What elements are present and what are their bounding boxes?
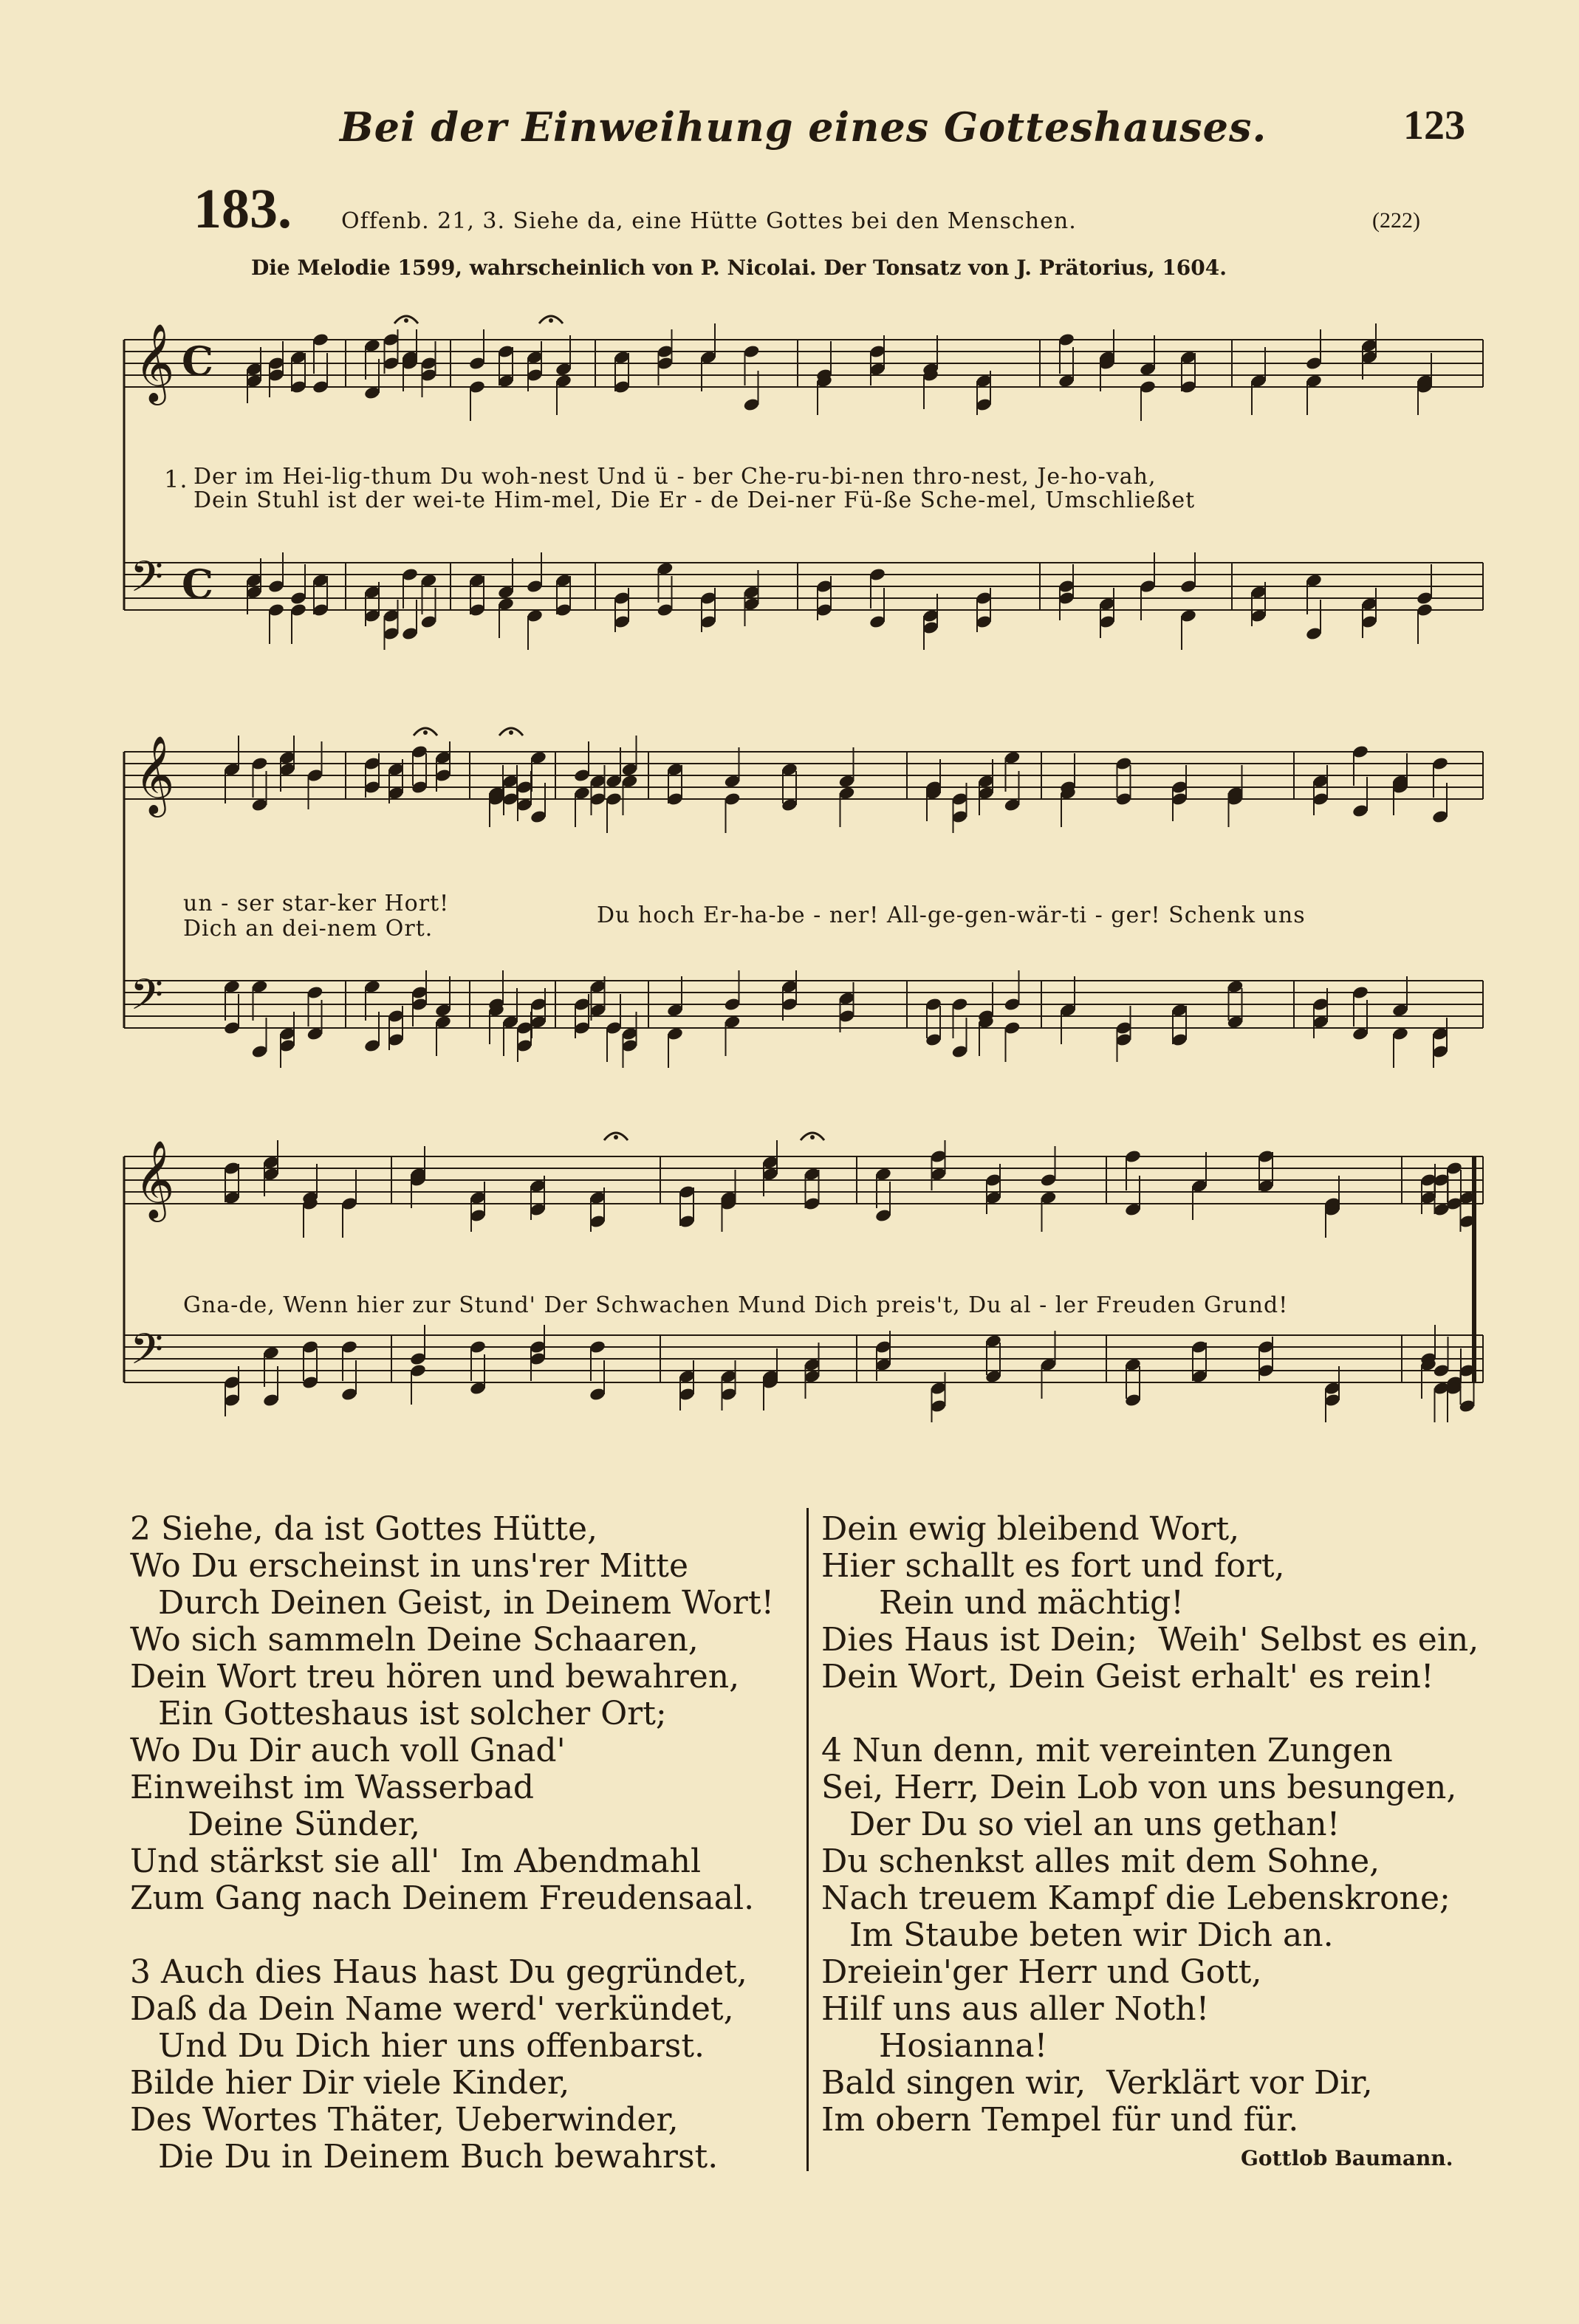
left-line: Und stärkst sie all' Im Abendmahl [130, 1843, 702, 1880]
right-line: Bald singen wir, Verklärt vor Dir, [821, 2064, 1373, 2102]
right-line: Sei, Herr, Dein Lob von uns besungen, [821, 1769, 1457, 1806]
treble-clef-icon: 𝄞 [134, 323, 175, 402]
system1-lyrics-line2: Dein Stuhl ist der wei-te Him-mel, Die Er - de Dei-ner Fü-ße Sche-mel, Umschließet [193, 487, 1196, 513]
system2-lyrics-line2: Dich an dei-nem Ort. [183, 916, 434, 942]
left-line: Des Wortes Thäter, Ueberwinder, [130, 2101, 679, 2139]
system2-lyrics-right: Du hoch Er-ha-be - ner! All-ge-gen-wär-ti - ger! Schenk uns [597, 902, 1306, 928]
right-line: Der Du so viel an uns gethan! [849, 1806, 1340, 1843]
left-line: Ein Gotteshaus ist solcher Ort; [158, 1695, 667, 1732]
left-line: Wo Du erscheinst in uns'rer Mitte [130, 1547, 689, 1585]
fermata-dot [509, 730, 513, 735]
right-line: 4 Nun denn, mit vereinten Zungen [821, 1732, 1393, 1769]
stanzas-left-column [130, 1511, 774, 2176]
hymn-cross-reference: (222) [1372, 208, 1420, 233]
left-line: Dein Wort treu hören und bewahren, [130, 1658, 740, 1696]
page-number: 123 [1403, 103, 1465, 148]
system3-lyrics: Gna-de, Wenn hier zur Stund' Der Schwachen Mund Dich preis't, Du al - ler Freuden Grund! [183, 1292, 1289, 1318]
right-line: Rein und mächtig! [879, 1584, 1184, 1622]
left-line: Bilde hier Dir viele Kinder, [130, 2064, 570, 2102]
right-line: Hosianna! [879, 2027, 1048, 2065]
left-line: Wo Du Dir auch voll Gnad' [130, 1732, 566, 1769]
left-line: Einweihst im Wasserbad [130, 1769, 535, 1806]
treble-clef-icon: 𝄞 [134, 1139, 175, 1218]
melody-credit: Die Melodie 1599, wahrscheinlich von P. Nicolai. Der Tonsatz von J. Prätorius, 1604. [251, 256, 1227, 280]
left-line: Und Du Dich hier uns offenbarst. [158, 2027, 705, 2065]
fermata-dot [614, 1135, 618, 1139]
left-line: 2 Siehe, da ist Gottes Hütte, [130, 1510, 597, 1548]
running-head: Bei der Einweihung eines Gotteshauses. [340, 103, 1267, 151]
fermata-dot [810, 1135, 815, 1139]
left-line: Wo sich sammeln Deine Schaaren, [130, 1621, 699, 1659]
fermata-dot [404, 318, 408, 323]
system1-lyrics-line1: Der im Hei-lig-thum Du woh-nest Und ü - ber Che-ru-bi-nen thro-nest, Je-ho-vah, [193, 464, 1157, 490]
system2-lyrics-line1: un - ser star-ker Hort! [183, 891, 450, 916]
scripture-reference: Offenb. 21, 3. Siehe da, eine Hütte Gottes bei den Menschen. [341, 208, 1077, 234]
fermata-dot [423, 730, 428, 735]
hymn-number: 183. [193, 178, 292, 240]
right-line: Im Staube beten wir Dich an. [849, 1916, 1334, 1954]
treble-clef-icon: 𝄞 [134, 735, 175, 814]
stanza-gap [821, 1696, 1479, 1732]
left-line: Die Du in Deinem Buch bewahrst. [158, 2138, 719, 2176]
left-line: Zum Gang nach Deinem Freudensaal. [130, 1879, 755, 1917]
right-line: Dein Wort, Dein Geist erhalt' es rein! [821, 1658, 1434, 1696]
bass-clef-icon: 𝄢 [130, 552, 164, 612]
common-time-icon: C [182, 561, 213, 608]
right-line: Hier schallt es fort und fort, [821, 1547, 1285, 1585]
left-line: Daß da Dein Name werd' verkündet, [130, 1990, 734, 2028]
left-line: 3 Auch dies Haus hast Du gegründet, [130, 1953, 747, 1991]
common-time-icon: C [182, 337, 213, 385]
stanzas-right-column [821, 1511, 1479, 2139]
right-line: Dein ewig bleibend Wort, [821, 1510, 1240, 1548]
right-line: Hilf uns aus aller Noth! [821, 1990, 1210, 2028]
bass-clef-icon: 𝄢 [130, 970, 164, 1030]
right-line: Dies Haus ist Dein; Weih' Selbst es ein, [821, 1621, 1479, 1659]
left-line: Durch Deinen Geist, in Deinem Wort! [158, 1584, 775, 1622]
left-line: Deine Sünder, [188, 1806, 420, 1843]
stanza-gap [130, 1917, 774, 1954]
bass-clef-icon: 𝄢 [130, 1324, 164, 1385]
column-divider [806, 1508, 809, 2171]
right-line: Du schenkst alles mit dem Sohne, [821, 1843, 1380, 1880]
right-line: Nach treuem Kampf die Lebenskrone; [821, 1879, 1450, 1917]
right-line: Dreiein'ger Herr und Gott, [821, 1953, 1262, 1991]
fermata-dot [549, 318, 553, 323]
right-line: Im obern Tempel für und für. [821, 2101, 1299, 2139]
verse-number: 1. [164, 465, 188, 493]
author-credit: Gottlob Baumann. [1241, 2146, 1453, 2170]
